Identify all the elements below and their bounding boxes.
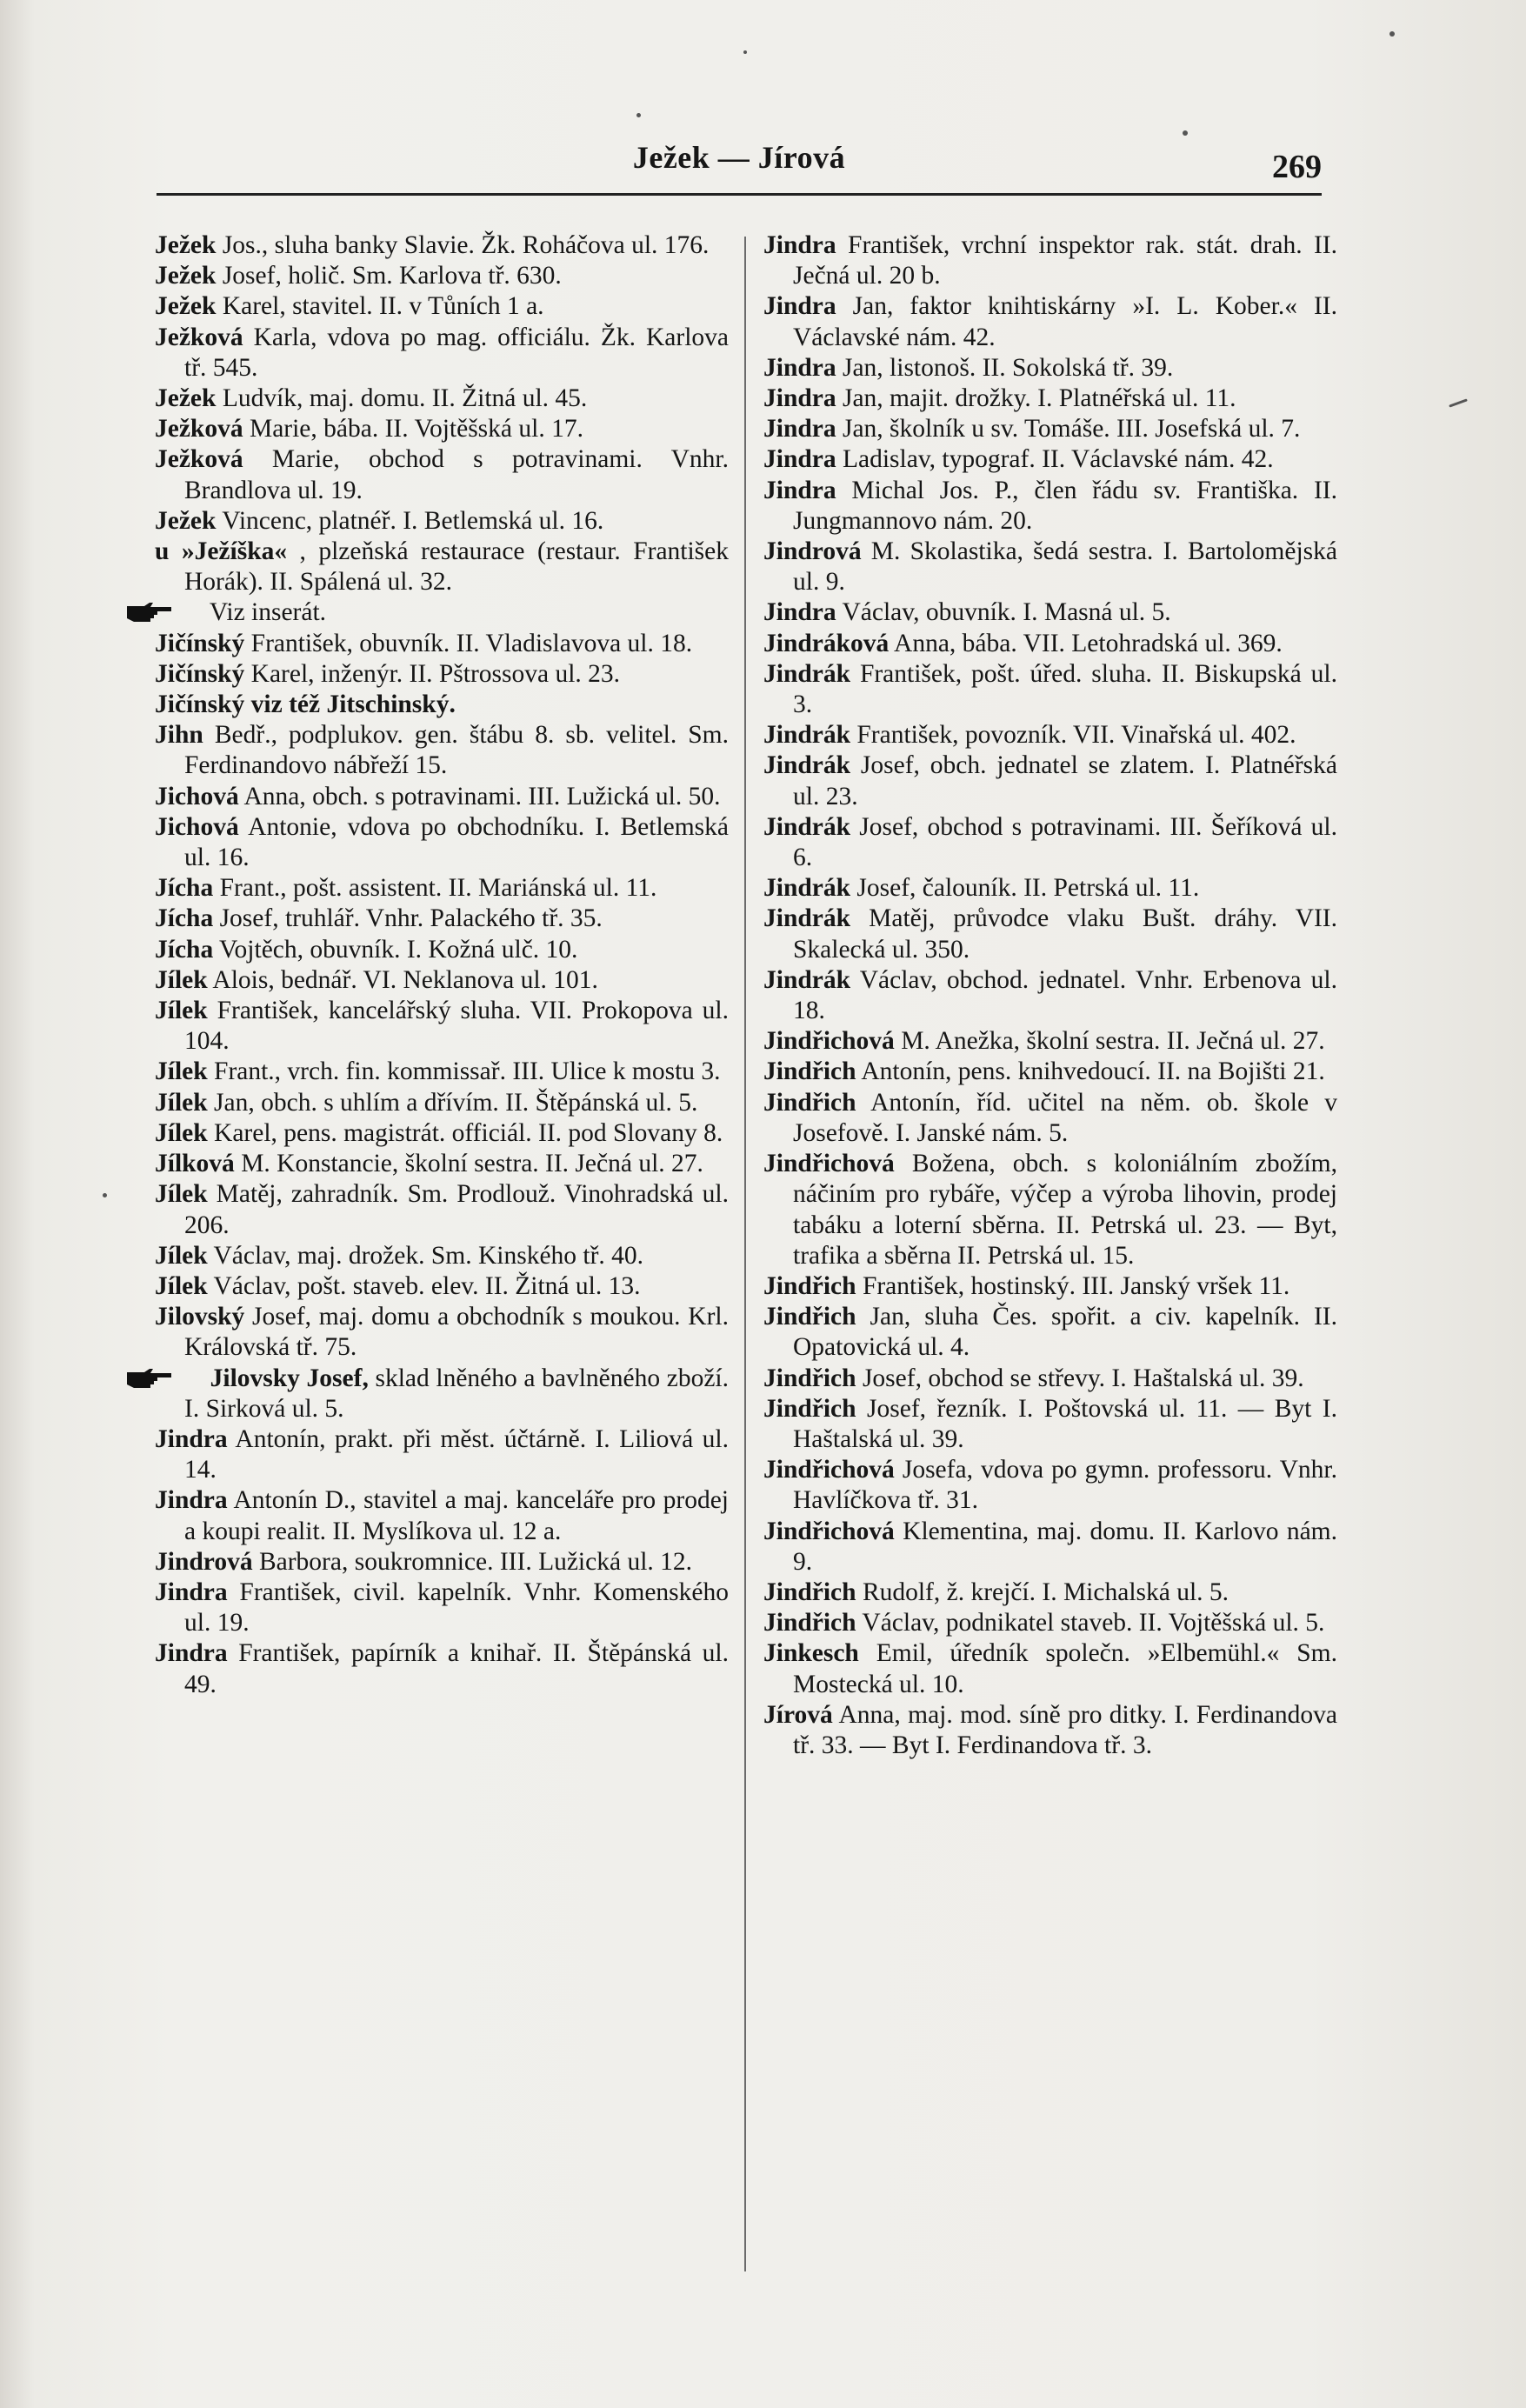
entry-name: Jindra xyxy=(155,1424,228,1453)
entry-name: Jindra xyxy=(763,445,836,474)
entry-details: Emil, úředník společn. »Elbemühl.« Sm. Mostecká ul. 10. xyxy=(793,1639,1338,1698)
entry-name: Jindra xyxy=(155,1639,228,1668)
entry-name: Ježková xyxy=(155,415,243,444)
entry-name: Jilovský xyxy=(155,1303,245,1331)
right-column xyxy=(763,230,1337,1761)
entry-name: Jičínský viz též Jitschinský. xyxy=(155,690,456,719)
entry-name: Jindrák xyxy=(763,721,851,750)
entry-details: Jan, majit. drožky. I. Platnéřská ul. 11. xyxy=(842,384,1236,413)
directory-entry xyxy=(763,1364,1337,1394)
directory-entry xyxy=(763,1517,1337,1578)
entry-details: Matěj, průvodce vlaku Bušt. dráhy. VII. Skalecká ul. 350. xyxy=(793,904,1338,964)
directory-entry xyxy=(155,1088,729,1118)
directory-entry xyxy=(763,414,1337,444)
entry-name: Jindra xyxy=(763,384,836,413)
entry-details: Jan, obch. s uhlím a dřívím. II. Štěpánská ul. 5. xyxy=(214,1088,698,1117)
entry-name: Jílek xyxy=(155,1118,208,1147)
entry-details: Anna, bába. VII. Letohradská ul. 369. xyxy=(894,629,1283,657)
directory-entry xyxy=(155,1241,729,1271)
entry-details: Barbora, soukromnice. III. Lužická ul. 12. xyxy=(258,1547,693,1576)
directory-entry xyxy=(763,750,1337,811)
entry-name: Ježek xyxy=(155,231,217,259)
directory-entry xyxy=(155,537,729,597)
directory-entry xyxy=(763,230,1337,291)
entry-details: Antonín D., stavitel a maj. kanceláře pro prodej a koupi realit. II. Myslíkova ul. 12 a. xyxy=(184,1486,729,1545)
entry-name: Jindřich xyxy=(763,1364,856,1392)
entry-name: Jindřich xyxy=(763,1303,856,1331)
entry-name: Jindra xyxy=(763,353,836,382)
header-title: Ježek — Jírová xyxy=(632,140,846,175)
pointing-hand-icon xyxy=(155,601,203,624)
directory-entry xyxy=(155,1424,729,1485)
entry-name: Jindřich xyxy=(763,1271,856,1300)
scan-speck xyxy=(636,113,641,117)
entry-details: Bedř., podplukov. gen. štábu 8. sb. velitel. Sm. Ferdinandovo nábřeží 15. xyxy=(184,721,730,780)
entry-name: Jílek xyxy=(155,997,208,1025)
directory-entry xyxy=(155,659,729,690)
directory-entry xyxy=(155,1485,729,1546)
entry-name: Ježek xyxy=(155,384,217,413)
column-divider xyxy=(744,237,746,2271)
entry-details: Karla, vdova po mag. officiálu. Žk. Karlova tř. 545. xyxy=(184,323,729,382)
directory-entry xyxy=(763,384,1337,414)
entry-details: Frant., vrch. fin. kommissař. III. Ulice k mostu 3. xyxy=(214,1057,721,1086)
directory-entry xyxy=(763,873,1337,904)
entry-name: Jindrák xyxy=(763,874,851,903)
directory-entry xyxy=(155,414,729,444)
directory-entry xyxy=(763,720,1337,750)
entry-name: Jičínský xyxy=(155,659,245,688)
directory-entry xyxy=(155,629,729,659)
entry-name: Jindra xyxy=(155,1578,228,1606)
entry-name: Jindřichová xyxy=(763,1027,895,1056)
entry-details: Josef, holič. Sm. Karlova tř. 630. xyxy=(222,262,562,290)
entry-name: Jichová xyxy=(155,812,239,841)
entry-details: Josef, čalouník. II. Petrská ul. 11. xyxy=(856,874,1200,903)
directory-entry xyxy=(155,1149,729,1179)
entry-details: Vojtěch, obuvník. I. Kožná ulč. 10. xyxy=(219,935,578,964)
directory-entry xyxy=(155,873,729,904)
entry-details: Josef, řezník. I. Poštovská ul. 11. — Byt I. Haštalská ul. 39. xyxy=(793,1394,1337,1453)
entry-name: Jílek xyxy=(155,1057,208,1086)
entry-name: Jílek xyxy=(155,1088,208,1117)
scan-speck xyxy=(1389,31,1395,37)
entry-name: Jinkesch xyxy=(763,1639,859,1668)
directory-entry xyxy=(763,597,1337,628)
directory-entry xyxy=(763,1088,1337,1149)
entry-details: Viz inserát. xyxy=(209,598,327,627)
directory-entry xyxy=(155,935,729,965)
entry-details: Klementina, maj. domu. II. Karlovo nám. 9. xyxy=(793,1517,1337,1576)
entry-details: Ludvík, maj. domu. II. Žitná ul. 45. xyxy=(222,384,588,413)
entry-details: Jan, listonoš. II. Sokolská tř. 39. xyxy=(842,353,1174,382)
entry-details: Josef, maj. domu a obchodník s moukou. Krl. Královská tř. 75. xyxy=(184,1303,730,1362)
entry-details: Jan, školník u sv. Tomáše. III. Josefská ul. 7. xyxy=(842,415,1301,444)
entry-name: Jindřich xyxy=(763,1394,856,1423)
directory-entry xyxy=(155,384,729,414)
left-column xyxy=(155,230,729,1700)
entry-name: Jičínský xyxy=(155,629,245,657)
directory-entry xyxy=(763,904,1337,964)
directory-entry xyxy=(763,537,1337,597)
entry-name: Jindra xyxy=(763,598,836,627)
scan-speck xyxy=(1449,398,1468,407)
directory-entry xyxy=(155,1118,729,1149)
entry-name: Ježek xyxy=(155,292,217,321)
page-number: 269 xyxy=(1272,149,1322,185)
entry-details: Josef, truhlář. Vnhr. Palackého tř. 35. xyxy=(219,904,603,933)
directory-entry xyxy=(763,629,1337,659)
entry-name: Jindrák xyxy=(763,659,851,688)
directory-entry xyxy=(763,1394,1337,1455)
entry-details: František, povozník. VII. Vinařská ul. 402. xyxy=(856,721,1296,750)
directory-entry xyxy=(155,904,729,934)
entry-details: Josef, obchod se střevy. I. Haštalská ul. 39. xyxy=(862,1364,1304,1392)
entry-details: , plzeňská restaurace (restaur. František Horák). II. Spálená ul. 32. xyxy=(184,537,729,597)
entry-details: Ladislav, typograf. II. Václavské nám. 42. xyxy=(842,445,1274,474)
directory-entry xyxy=(763,353,1337,384)
directory-entry xyxy=(763,1638,1337,1699)
pointing-hand-icon xyxy=(155,1367,203,1390)
directory-entry xyxy=(155,1578,729,1638)
entry-details: M. Konstancie, školní sestra. II. Ječná ul. 27. xyxy=(241,1150,703,1178)
directory-entry xyxy=(155,690,729,720)
entry-details: Antonín, říd. učitel na něm. ob. škole v Josefově. I. Janské nám. 5. xyxy=(793,1088,1337,1147)
entry-name: Jindra xyxy=(763,476,836,504)
directory-entry xyxy=(763,1455,1337,1516)
directory-entry xyxy=(155,812,729,873)
entry-name: Jichová xyxy=(155,782,239,810)
entry-details: Václav, pošt. staveb. elev. II. Žitná ul. 13. xyxy=(213,1271,641,1300)
entry-details: Karel, inženýr. II. Pštrossova ul. 23. xyxy=(250,659,621,688)
directory-entry xyxy=(155,261,729,291)
directory-entry xyxy=(155,782,729,812)
entry-name: Jílek xyxy=(155,1241,208,1270)
entry-name: Jindřich xyxy=(763,1578,856,1606)
entry-details: Michal Jos. P., člen řádu sv. Františka. II. Jungmannovo nám. 20. xyxy=(793,476,1337,535)
entry-name: Jílková xyxy=(155,1150,235,1178)
directory-entry xyxy=(155,1179,729,1240)
entry-name: Jindra xyxy=(155,1486,228,1515)
entry-name: Jindrová xyxy=(763,537,862,566)
entry-name: Jindráková xyxy=(763,629,890,657)
entry-name: Jindřichová xyxy=(763,1517,895,1545)
directory-entry xyxy=(763,1608,1337,1638)
directory-entry xyxy=(155,965,729,996)
entry-details: Jos., sluha banky Slavie. Žk. Roháčova ul. 176. xyxy=(222,231,710,259)
directory-entry xyxy=(155,291,729,322)
entry-name: Jindra xyxy=(763,292,836,321)
entry-details: František, civil. kapelník. Vnhr. Komenského ul. 19. xyxy=(184,1578,730,1638)
directory-entry xyxy=(155,597,729,628)
directory-entry xyxy=(155,1302,729,1363)
entry-details: František, pošt. úřed. sluha. II. Biskupská ul. 3. xyxy=(793,659,1337,719)
directory-entry xyxy=(763,1026,1337,1057)
directory-entry xyxy=(763,659,1337,720)
header-rule xyxy=(157,193,1322,196)
directory-entry xyxy=(763,476,1337,537)
entry-name: Jílek xyxy=(155,965,208,994)
directory-entry xyxy=(763,1271,1337,1302)
entry-details: František, obuvník. II. Vladislavova ul. 18. xyxy=(250,629,693,657)
entry-details: Václav, obuvník. I. Masná ul. 5. xyxy=(842,598,1171,627)
entry-details: Marie, obchod s potravinami. Vnhr. Brandlova ul. 19. xyxy=(184,445,730,504)
directory-entry xyxy=(763,1700,1337,1761)
directory-entry xyxy=(155,1271,729,1302)
entry-details: Karel, stavitel. II. v Tůních 1 a. xyxy=(222,292,544,321)
entry-name: Jindra xyxy=(763,231,836,259)
entry-name: Jindrák xyxy=(763,812,851,841)
directory-entry xyxy=(155,230,729,261)
entry-name: Jilovsky Josef, xyxy=(210,1364,369,1392)
entry-details: Antonie, vdova po obchodníku. I. Betlemská ul. 16. xyxy=(184,812,729,872)
entry-name: Jindrák xyxy=(763,751,851,780)
entry-name: u »Ježíška« xyxy=(155,537,288,566)
entry-details: Karel, pens. magistrát. officiál. II. pod Slovany 8. xyxy=(214,1118,723,1147)
entry-details: František, vrchní inspektor rak. stát. drah. II. Ječná ul. 20 b. xyxy=(793,231,1338,290)
entry-details: Antonín, pens. knihvedoucí. II. na Bojišti 21. xyxy=(861,1057,1325,1086)
directory-entry xyxy=(763,1302,1337,1363)
entry-name: Jindřich xyxy=(763,1609,856,1638)
entry-details: Václav, obchod. jednatel. Vnhr. Erbenova ul. 18. xyxy=(793,965,1337,1025)
directory-entry xyxy=(155,720,729,781)
entry-name: Ježek xyxy=(155,262,217,290)
directory-entry xyxy=(155,1364,729,1424)
entry-name: Jírová xyxy=(763,1700,833,1729)
entry-name: Jindřich xyxy=(763,1088,856,1117)
entry-details: M. Skolastika, šedá sestra. I. Bartolomějská ul. 9. xyxy=(793,537,1337,597)
scan-speck xyxy=(1183,130,1188,136)
scan-speck xyxy=(103,1193,107,1197)
directory-entry xyxy=(155,1057,729,1087)
entry-details: Josef, obchod s potravinami. III. Šeříková ul. 6. xyxy=(793,812,1338,872)
entry-details: Jan, sluha Čes. spořit. a civ. kapelník. II. Opatovická ul. 4. xyxy=(793,1303,1338,1362)
entry-details: sklad lněného a bavlněného zboží. I. Sirková ul. 5. xyxy=(184,1364,729,1423)
scan-speck xyxy=(743,50,747,54)
entry-name: Jindrák xyxy=(763,965,851,994)
directory-entry xyxy=(155,323,729,384)
entry-name: Jílek xyxy=(155,1271,208,1300)
running-header xyxy=(157,139,1322,191)
entry-details: František, papírník a knihař. II. Štěpánská ul. 49. xyxy=(184,1639,730,1698)
directory-entry xyxy=(155,444,729,505)
entry-details: Vincenc, platnéř. I. Betlemská ul. 16. xyxy=(222,506,604,535)
entry-details: František, kancelářský sluha. VII. Prokopova ul. 104. xyxy=(184,997,729,1056)
entry-details: Alois, bednář. VI. Neklanova ul. 101. xyxy=(212,965,598,994)
entry-name: Jindřichová xyxy=(763,1456,895,1484)
entry-details: Matěj, zahradník. Sm. Prodlouž. Vinohradská ul. 206. xyxy=(184,1180,729,1239)
entry-details: Josef, obch. jednatel se zlatem. I. Platnéřská ul. 23. xyxy=(793,751,1337,810)
entry-details: M. Anežka, školní sestra. II. Ječná ul. 27. xyxy=(901,1027,1325,1056)
entry-details: Anna, maj. mod. síně pro ditky. I. Ferdinandova tř. 33. — Byt I. Ferdinandova tř. 3. xyxy=(793,1700,1338,1759)
entry-details: Rudolf, ž. krejčí. I. Michalská ul. 5. xyxy=(862,1578,1229,1606)
entry-details: Antonín, prakt. při měst. účtárně. I. Liliová ul. 14. xyxy=(184,1424,729,1484)
directory-entry xyxy=(763,1578,1337,1608)
directory-entry xyxy=(155,1547,729,1578)
entry-name: Jícha xyxy=(155,904,214,933)
entry-details: Frant., pošt. assistent. II. Mariánská ul. 11. xyxy=(219,874,657,903)
entry-name: Jindřichová xyxy=(763,1150,895,1178)
directory-entry xyxy=(763,1149,1337,1271)
entry-name: Jindrová xyxy=(155,1547,253,1576)
entry-name: Jindrák xyxy=(763,904,851,933)
directory-entry xyxy=(763,1057,1337,1087)
entry-details: Jan, faktor knihtiskárny »I. L. Kober.« II. Václavské nám. 42. xyxy=(793,292,1337,351)
directory-entry xyxy=(155,1638,729,1699)
entry-details: Václav, podnikatel staveb. II. Vojtěšská ul. 5. xyxy=(862,1609,1325,1638)
entry-name: Ježek xyxy=(155,506,217,535)
directory-entry xyxy=(763,812,1337,873)
entry-name: Ježková xyxy=(155,445,243,474)
entry-details: Božena, obch. s koloniálním zbožím, náčiním pro rybáře, výčep a výroba lihovin, prodej tabáku a loterní sběrna. II. Petrská ul. 23. — Byt, trafika a sběrna II. Petrská ul. 15. xyxy=(793,1150,1337,1270)
entry-name: Jícha xyxy=(155,935,214,964)
directory-entry xyxy=(155,506,729,537)
entry-details: Václav, maj. drožek. Sm. Kinského tř. 40. xyxy=(213,1241,644,1270)
directory-entry xyxy=(763,444,1337,475)
entry-name: Ježková xyxy=(155,323,243,351)
directory-entry xyxy=(763,965,1337,1026)
entry-details: Marie, bába. II. Vojtěšská ul. 17. xyxy=(249,415,583,444)
directory-entry xyxy=(155,996,729,1057)
entry-name: Jílek xyxy=(155,1180,208,1209)
directory-entry xyxy=(763,291,1337,352)
entry-name: Jihn xyxy=(155,721,203,750)
entry-name: Jícha xyxy=(155,874,214,903)
entry-details: František, hostinský. III. Janský vršek 11. xyxy=(862,1271,1290,1300)
entry-details: Josefa, vdova po gymn. professoru. Vnhr. Havlíčkova tř. 31. xyxy=(793,1456,1337,1515)
entry-name: Jindřich xyxy=(763,1057,856,1086)
entry-details: Anna, obch. s potravinami. III. Lužická ul. 50. xyxy=(243,782,721,810)
entry-name: Jindra xyxy=(763,415,836,444)
